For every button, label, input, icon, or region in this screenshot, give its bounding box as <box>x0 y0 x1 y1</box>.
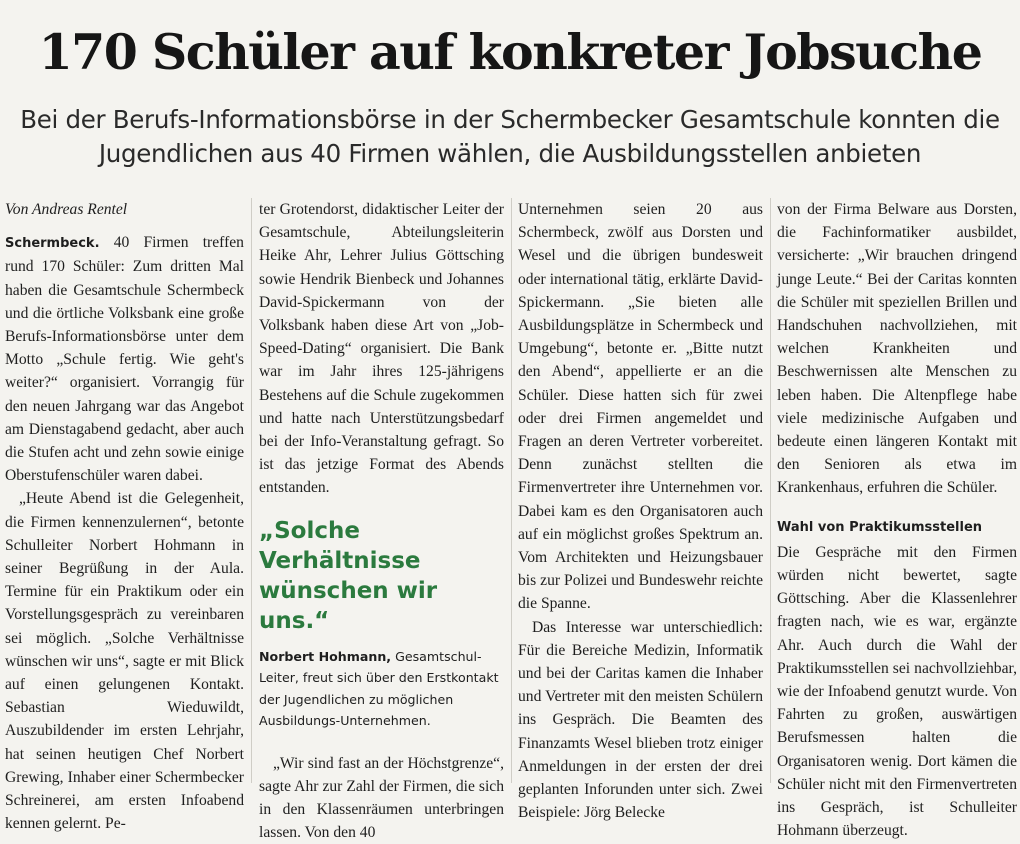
quote-author-role: Gesamtschul-Leiter, freut sich über den Erstkontakt der Jugendlichen zu möglichen Ausbildungs-Unternehmen. <box>259 648 499 729</box>
column-2 <box>259 198 504 844</box>
column-4 <box>777 198 1017 842</box>
column-1 <box>5 198 244 835</box>
headline: 170 Schüler auf konkreter Jobsuche <box>38 23 982 81</box>
section-subhead: Wahl von Praktikumsstellen <box>777 519 983 535</box>
quote-attribution <box>259 646 504 732</box>
paragraph: Das Interesse war unterschiedlich: Für die Bereiche Medizin, Informatik und bei der Caritas kamen die Inhaber und Vertreter mit den meisten Schülern ins Gespräch. Die Beamten des Finanzamts Wesel blieben trotz einiger Anmeldungen in der ersten der drei geplanten Inforunden unter sich. Zwei Beispiele: Jörg Belecke <box>518 618 763 822</box>
subheadline-line-1: Bei der Berufs-Informationsbörse in der Schermbecker Gesamtschule konnten die <box>20 105 1000 134</box>
column-3 <box>518 198 763 824</box>
paragraph-text: 40 Firmen treffen rund 170 Schüler: Zum dritten Mal haben die Gesamtschule Schermbeck und die örtliche Volksbank eine große Berufs-Informationsbörse unter dem Motto „Schule fertig. Wie geht's weiter?“ organisiert. Vorrangig für den neuen Jahrgang war das Angebot am Dienstagabend gedacht, aber auch die Stufen acht und zehn sowie einige Oberstufenschüler waren dabei. <box>5 234 244 485</box>
paragraph: von der Firma Belware aus Dorsten, die Fachinformatiker ausbildet, versicherte: „Wir brauchen dringend junge Leute.“ Bei der Caritas konnten die Schüler mit speziellen Brillen und Handschuhen nachvollziehen, mit welchen Krankheiten und Beschwernissen alte Menschen zu leben haben. Die Altenpflege habe viele medizinische Aufgaben und bedeute einen längeren Kontakt mit den Senioren als etwa im Krankenhaus, erfuhren die Schüler. <box>777 201 1017 497</box>
column-divider <box>770 198 771 783</box>
paragraph: Unternehmen seien 20 aus Schermbeck, zwölf aus Dorsten und Wesel und die übrigen bundesweit oder international tätig, erklärte David-Spickermann. „Sie bieten alle Ausbildungsplätze in Schermbeck und Umgebung“, betonte er. „Bitte nutzt den Abend“, appellierte er an die Schüler. Diese hatten sich für zwei oder drei Firmen angemeldet und Fragen an deren Vertreter vorbereitet. Denn zunächst stellten die Firmenvertreter ihre Unternehmen vor. Dabei kam es den Organisatoren auch auf ein möglichst großes Spektrum an. Vom Architekten und Heizungsbauer bis zur Polizei und Bundeswehr reichte die Spanne. <box>518 201 763 613</box>
pull-quote: „Solche Verhältnisse wünschen wir uns.“ <box>259 517 438 634</box>
byline: Von Andreas Rentel <box>5 201 128 218</box>
quote-author-name: Norbert Hohmann, <box>259 648 392 664</box>
dateline: Schermbeck. <box>5 236 100 252</box>
paragraph: „Wir sind fast an der Höchstgrenze“, sagte Ahr zur Zahl der Firmen, die sich in den Klassenräumen unterbringen lassen. Von den 40 <box>259 754 504 842</box>
paragraph: ter Grotendorst, didaktischer Leiter der Gesamtschule, Abteilungsleiterin Heike Ahr, Lehrer Julius Göttsching sowie Hendrik Bienbeck und Johannes David-Spickermann von der Volksbank haben diese Art von „Job-Speed-Dating“ organisiert. Die Bank war im Jahr ihres 125-jährigens Bestehens auf die Schule zugekommen und hatte nach Unterstützungsbedarf bei der Info-Veranstaltung gefragt. So ist das jetzige Format des Abends entstanden. <box>259 201 504 497</box>
paragraph: „Heute Abend ist die Gelegenheit, die Firmen kennenzulernen“, betonte Schulleiter Norbert Hohmann in seiner Begrüßung in der Aula. Termine für ein Praktikum oder ein Vorstellungsgespräch zu vereinbaren sei möglich. „Solche Verhältnisse wünschen wir uns“, sagte er mit Blick auf einen gelungenen Kontakt. Sebastian Wieduwildt, Auszubildender im ersten Lehrjahr, hat seinen heutigen Chef Norbert Grewing, Inhaber einer Schermbecker Schreinerei, am ersten Infoabend kennen gelernt. Pe- <box>5 490 244 833</box>
column-divider <box>251 198 252 783</box>
subheadline <box>0 103 1020 171</box>
paragraph: Die Gespräche mit den Firmen würden nicht bewertet, sagte Göttsching. Aber die Klassenlehrer fragten nach, wie es war, ergänzte Ahr. Auch durch die Wahl der Praktikumsstellen sei nachvollziehbar, wie der Infoabend genutzt wurde. Von Fahrten zu großen, auswärtigen Berufsmessen halten die Organisatoren wenig. Dort kämen die Schüler nicht mit den Firmenvertreten ins Gespräch, ist Schulleiter Hohmann überzeugt. <box>777 543 1017 840</box>
subheadline-line-2: Jugendlichen aus 40 Firmen wählen, die Ausbildungsstellen anbieten <box>98 139 922 168</box>
paragraph <box>5 231 244 487</box>
column-divider <box>511 198 512 783</box>
